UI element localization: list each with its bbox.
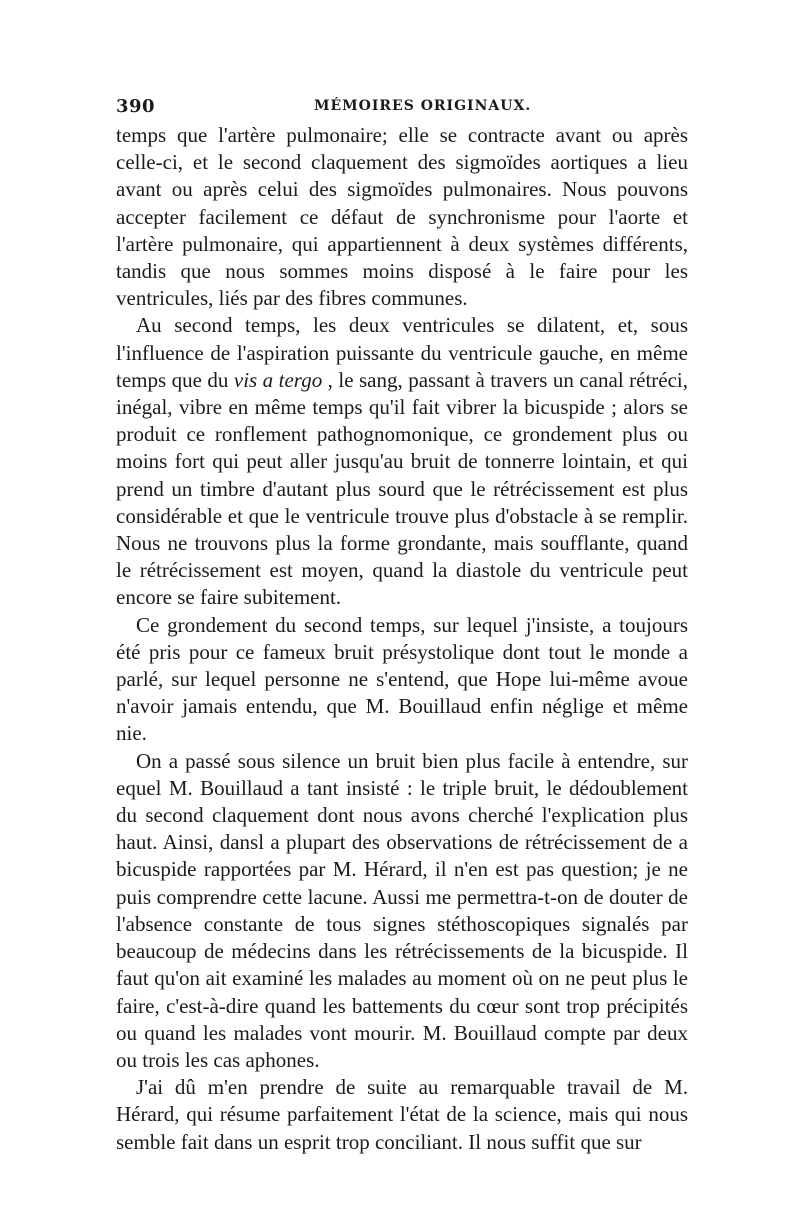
italic-phrase: vis a tergo [233, 367, 323, 392]
paragraph-text: , le sang, passant à travers un canal rétréci, inégal, vibre en même temps qu'il fait vibrer la bicuspide ; alors se produit ce ronflement pathognomonique, ce grondement plus ou moins fort qui peut aller jusqu'au bruit de tonnerre lointain, et qui prend un timbre d'autant plus sourd que le rétrécissement est plus considérable et que le ventricule trouve plus d'obstacle à se remplir. Nous ne trouvons plus la forme grondante, mais soufflante, quand le rétrécissement est moyen, quand la diastole du ventricule peut encore se faire subitement. [116, 367, 688, 610]
paragraph-text: Au second temps, les deux ventricules se dilatent, et, sous l'influence de l'aspiration puissante du ventricule gauche, en même temps que du [116, 313, 688, 392]
running-head: MÉMOIRES ORIGINAUX. [314, 98, 532, 114]
paragraph-herard: J'ai dû m'en prendre de suite au remarquable travail de M. Hérard, qui résume parfaitement l'état de la science, mais qui nous semble fait dans un esprit trop conciliant. Il nous suffit que sur [116, 1075, 688, 1154]
paragraph-second-temps [116, 312, 688, 611]
book-page [116, 96, 688, 1156]
page-number: 390 [116, 96, 156, 117]
body-text [116, 122, 688, 1156]
paragraph-triple-bruit: On a passé sous silence un bruit bien plus facile à entendre, sur equel M. Bouillaud a tant insisté : le triple bruit, le dédoublement du second claquement dont nous avons cherché l'explication plus haut. Ainsi, dansl a plupart des observations de rétrécissement de a bicuspide rapportées par M. Hérard, il n'en est pas question; je ne puis comprendre cette lacune. Aussi me permettra-t-on de douter de l'absence constante de tous signes stéthoscopiques signalés par beaucoup de médecins dans les rétrécissements de la bicuspide. Il faut qu'on ait examiné les malades au moment où on ne peut plus le faire, c'est-à-dire quand les battements du cœur sont trop précipités ou quand les malades vont mourir. M. Bouillaud compte par deux ou trois les cas aphones. [116, 748, 688, 1072]
page-header [116, 96, 688, 122]
paragraph-continued: temps que l'artère pulmonaire; elle se contracte avant ou après celle-ci, et le second claquement des sigmoïdes aortiques a lieu avant ou après celui des sigmoïdes pulmonaires. Nous pouvons accepter facilement ce défaut de synchronisme pour l'aorte et l'artère pulmonaire, qui appartiennent à deux systèmes différents, tandis que nous sommes moins disposé à le faire pour les ventricules, liés par des fibres communes. [116, 123, 688, 311]
paragraph-grondement: Ce grondement du second temps, sur lequel j'insiste, a toujours été pris pour ce fameux bruit présystolique dont tout le monde a parlé, sur lequel personne ne s'entend, que Hope lui-même avoue n'avoir jamais entendu, que M. Bouillaud enfin néglige et même nie. [116, 612, 688, 746]
